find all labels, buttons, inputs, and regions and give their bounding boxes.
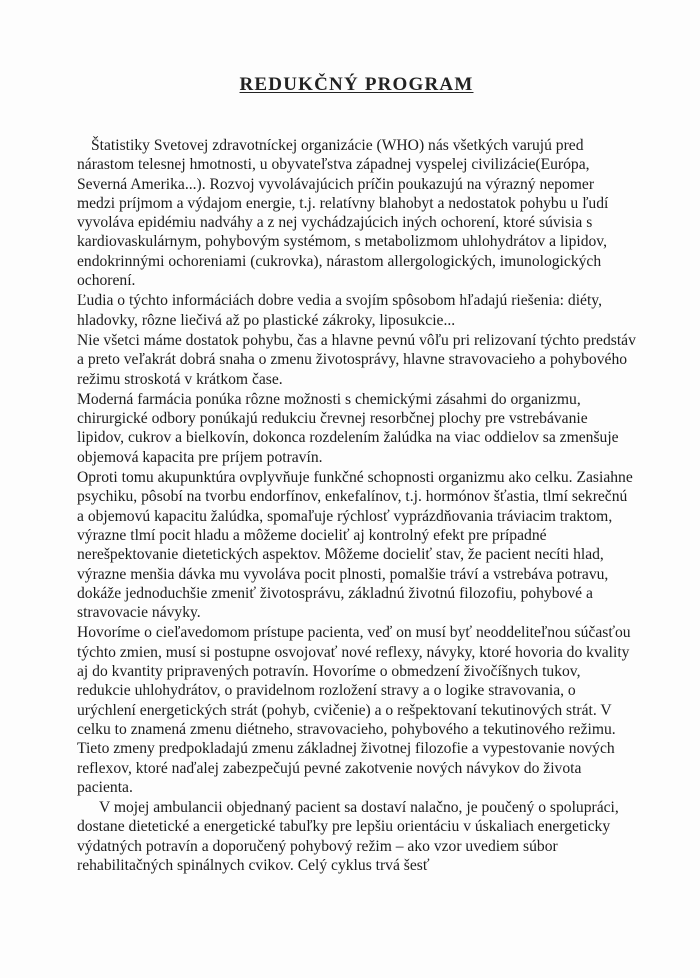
paragraph-6: Hovoríme o cieľavedomom prístupe pacienta, veď on musí byť neoddeliteľnou súčasťou týchto zmien, musí si postupne osvojovať nové reflexy, návyky, ktoré hovoria do kvality aj do kvantity pripravených potravín. Hovoríme o obmedzení živočíšnych tukov, redukcie uhlohydrátov, o pravidelnom rozložení stravy a o logike stravovania, o urýchlení energetických strát (pohyb, cvičenie) a o rešpektovaní tekutinových strát. V celku to znamená zmenu diétneho, stravovacieho, pohybového a tekutinového režimu. Tieto zmeny predpokladajú zmenu základnej životnej filozofie a vypestovanie nových reflexov, ktoré naďalej zabezpečujú pevné zakotvenie nových návykov do života pacienta.: [77, 624, 631, 796]
paragraph-2: Ľudia o týchto informáciách dobre vedia a svojím spôsobom hľadajú riešenia: diéty, hladovky, rôzne liečivá až po plastické zákroky, liposukcie...: [77, 292, 602, 329]
paragraph-7: V mojej ambulancii objednaný pacient sa dostaví nalačno, je poučený o spolupráci, dostane dietetické a energetické tabuľky pre lepšiu orientáciu v úskaliach energeticky výdatných potravín a doporučený pohybový režim – ako vzor uvediem súbor rehabilitačných spinálnych cvikov. Celý cyklus trvá šesť: [77, 799, 619, 874]
document-body: [77, 136, 636, 875]
paragraph-3: Nie všetci máme dostatok pohybu, čas a hlavne pevnú vôľu pri relizovaní týchto predstáv a preto veľakrát dobrá snaha o zmenu životosprávy, hlavne stravovacieho a pohybového režimu stroskotá v krátkom čase.: [77, 331, 636, 388]
paragraph-1: Štatistiky Svetovej zdravotníckej organizácie (WHO) nás všetkých varujú pred nárastom telesnej hmotnosti, u obyvateľstva západnej vyspelej civilizácie(Európa, Severná Amerika...). Rozvoj vyvolávajúcich príčin poukazujú na výrazný nepomer medzi príjmom a výdajom energie, t.j. relatívny blahobyt a nedostatok pohybu u ľudí vyvoláva epidémiu nadváhy a z nej vychádzajúcich iných ochorení, ktoré súvisia s kardiovaskulárnym, pohybovým systémom, s metabolizmom uhlohydrátov a lipidov, endokrinnými ochoreniami (cukrovka), nárastom allergologických, imunologických ochorení.: [77, 137, 609, 290]
paragraph-4: Moderná farmácia ponúka rôzne možnosti s chemickými zásahmi do organizmu, chirurgické odbory ponúkajú redukciu črevnej resorbčnej plochy pre vstrebávanie lipidov, cukrov a bielkovín, dokonca rozdelením žalúdka na viac oddielov sa zmenšuje objemová kapacita pre príjem potravín.: [77, 390, 619, 466]
document-title: REDUKČNÝ PROGRAM: [239, 74, 474, 95]
paragraph-5: Oproti tomu akupunktúra ovplyvňuje funkčné schopnosti organizmu ako celku. Zasiahne psychiku, pôsobí na tvorbu endorfínov, enkefalínov, t.j. hormónov šťastia, tlmí sekrečnú a objemovú kapacitu žalúdka, spomaľuje rýchlosť vyprázdňovania tráviacim traktom, výrazne tlmí pocit hladu a môžeme docieliť aj kontrolný efekt pre prípadné nerešpektovanie dietetických aspektov. Môžeme docieliť stav, že pacient necíti hlad, výrazne menšia dávka mu vyvoláva pocit plnosti, pomalšie tráví a vstrebáva potravu, dokáže jednoduchšie zmeniť životosprávu, základnú životnú filozofiu, pohybové a stravovacie návyky.: [77, 469, 633, 622]
